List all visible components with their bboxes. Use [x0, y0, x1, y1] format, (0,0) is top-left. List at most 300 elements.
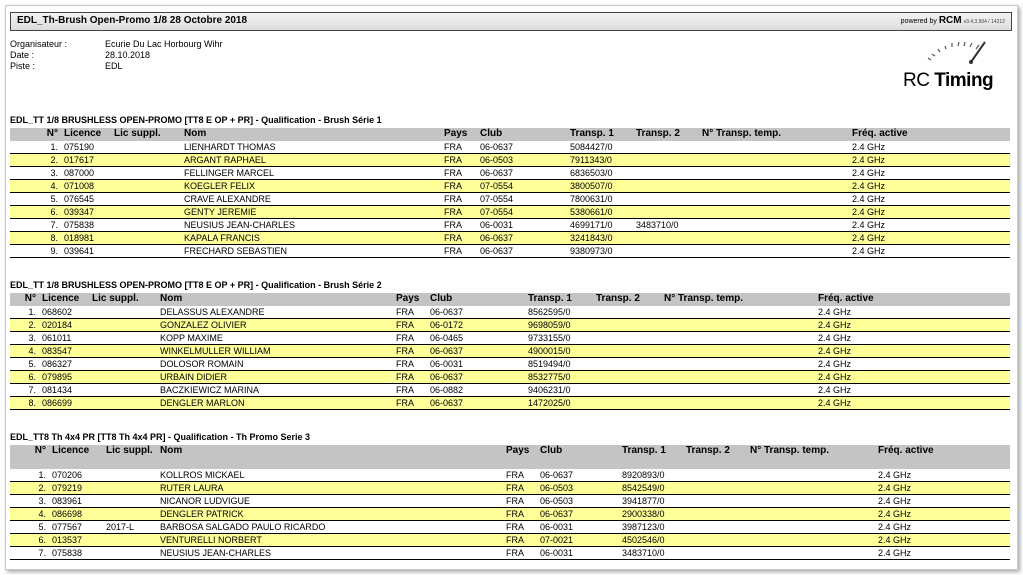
cell-position: 2.	[10, 482, 50, 495]
section-title: EDL_TT 1/8 BRUSHLESS OPEN-PROMO [TT8 E OP + PR] - Qualification - Brush Série 1	[10, 115, 382, 125]
table-body	[10, 141, 1010, 258]
cell-transp1: 3800507/0	[568, 180, 634, 193]
cell-country: FRA	[442, 141, 478, 154]
info-value: EDL	[105, 61, 123, 71]
cell-name: NEUSIUS JEAN-CHARLES	[182, 219, 442, 232]
table-row	[10, 180, 1010, 193]
column-header: Nom	[182, 128, 442, 141]
cell-transp1: 8562595/0	[526, 306, 594, 319]
cell-name: ARGANT RAPHAEL	[182, 154, 442, 167]
cell-name: URBAIN DIDIER	[158, 371, 394, 384]
table-row	[10, 319, 1010, 332]
cell-frequency: 2.4 GHz	[850, 206, 1010, 219]
cell-name: LIENHARDT THOMAS	[182, 141, 442, 154]
table-header	[10, 128, 1010, 141]
info-label: Piste :	[10, 61, 36, 71]
cell-name: DOLOSOR ROMAIN	[158, 358, 394, 371]
cell-name: DENGLER PATRICK	[158, 508, 504, 521]
cell-transp-temp	[662, 397, 816, 410]
cell-transp1: 8519494/0	[526, 358, 594, 371]
table-row	[10, 206, 1010, 219]
cell-country: FRA	[394, 306, 428, 319]
cell-lic-suppl	[104, 547, 158, 560]
table-header	[10, 293, 1010, 306]
cell-country: FRA	[394, 319, 428, 332]
column-header: Transp. 1	[568, 128, 634, 141]
cell-country: FRA	[442, 154, 478, 167]
cell-transp-temp	[748, 508, 876, 521]
cell-club: 06-0503	[538, 495, 620, 508]
cell-transp1: 3483710/0	[620, 547, 684, 560]
cell-licence: 086327	[40, 358, 90, 371]
cell-country: FRA	[504, 495, 538, 508]
cell-frequency: 2.4 GHz	[850, 232, 1010, 245]
cell-club: 06-0637	[478, 245, 568, 258]
table-row	[10, 508, 1010, 521]
cell-club: 06-0637	[538, 469, 620, 482]
column-header: Fréq. active	[876, 445, 1010, 469]
cell-country: FRA	[504, 482, 538, 495]
cell-lic-suppl	[90, 384, 158, 397]
cell-licence: 075838	[50, 547, 104, 560]
cell-position: 3.	[10, 495, 50, 508]
cell-frequency: 2.4 GHz	[850, 180, 1010, 193]
cell-transp-temp	[700, 154, 850, 167]
table-row	[10, 232, 1010, 245]
cell-licence: 068602	[40, 306, 90, 319]
column-header: Lic suppl.	[90, 293, 158, 306]
cell-lic-suppl	[104, 534, 158, 547]
cell-transp2	[684, 508, 748, 521]
cell-club: 07-0021	[538, 534, 620, 547]
cell-lic-suppl	[104, 469, 158, 482]
cell-transp1: 6836503/0	[568, 167, 634, 180]
cell-position: 2.	[10, 154, 62, 167]
cell-transp1: 3241843/0	[568, 232, 634, 245]
column-header: Nom	[158, 293, 394, 306]
cell-transp2	[594, 358, 662, 371]
cell-name: BARBOSA SALGADO PAULO RICARDO	[158, 521, 504, 534]
column-header: N°	[10, 445, 50, 469]
cell-name: NICANOR LUDVIGUE	[158, 495, 504, 508]
cell-transp-temp	[748, 469, 876, 482]
cell-transp1: 7911343/0	[568, 154, 634, 167]
cell-name: KOPP MAXIME	[158, 332, 394, 345]
cell-name: FRECHARD SEBASTIEN	[182, 245, 442, 258]
cell-country: FRA	[394, 384, 428, 397]
cell-transp2	[594, 345, 662, 358]
cell-position: 7.	[10, 219, 62, 232]
cell-country: FRA	[442, 180, 478, 193]
column-header: Club	[478, 128, 568, 141]
column-header: Fréq. active	[850, 128, 1010, 141]
cell-club: 06-0637	[428, 371, 526, 384]
cell-frequency: 2.4 GHz	[876, 469, 1010, 482]
cell-club: 06-0637	[538, 508, 620, 521]
cell-transp2	[594, 371, 662, 384]
logo-text	[903, 70, 993, 92]
cell-transp-temp	[748, 547, 876, 560]
cell-transp-temp	[748, 482, 876, 495]
report-page	[5, 5, 1018, 570]
cell-club: 07-0554	[478, 180, 568, 193]
cell-position: 4.	[10, 508, 50, 521]
cell-frequency: 2.4 GHz	[876, 482, 1010, 495]
table-row	[10, 495, 1010, 508]
cell-country: FRA	[442, 219, 478, 232]
cell-position: 8.	[10, 232, 62, 245]
cell-frequency: 2.4 GHz	[850, 167, 1010, 180]
cell-position: 3.	[10, 167, 62, 180]
cell-country: FRA	[504, 534, 538, 547]
cell-transp-temp	[662, 345, 816, 358]
cell-transp1: 9698059/0	[526, 319, 594, 332]
cell-licence: 039641	[62, 245, 112, 258]
cell-country: FRA	[394, 358, 428, 371]
cell-transp-temp	[662, 332, 816, 345]
column-header: Transp. 1	[526, 293, 594, 306]
cell-transp2	[594, 397, 662, 410]
cell-name: VENTURELLI NORBERT	[158, 534, 504, 547]
cell-frequency: 2.4 GHz	[876, 521, 1010, 534]
cell-name: BACZKIEWICZ MARINA	[158, 384, 394, 397]
cell-transp-temp	[662, 384, 816, 397]
logo-word-timing: Timing	[934, 70, 994, 91]
cell-transp1: 8542549/0	[620, 482, 684, 495]
table-row	[10, 219, 1010, 232]
cell-licence: 071008	[62, 180, 112, 193]
cell-country: FRA	[504, 547, 538, 560]
cell-lic-suppl	[112, 219, 182, 232]
cell-club: 06-0637	[428, 306, 526, 319]
cell-club: 07-0554	[478, 206, 568, 219]
cell-country: FRA	[394, 371, 428, 384]
cell-club: 06-0637	[478, 141, 568, 154]
table-row	[10, 141, 1010, 154]
table-header	[10, 445, 1010, 469]
cell-lic-suppl	[112, 180, 182, 193]
info-row-organizer	[10, 39, 310, 50]
cell-licence: 079895	[40, 371, 90, 384]
cell-country: FRA	[504, 521, 538, 534]
cell-position: 5.	[10, 193, 62, 206]
cell-name: DELASSUS ALEXANDRE	[158, 306, 394, 319]
cell-lic-suppl: 2017-L	[104, 521, 158, 534]
cell-lic-suppl	[112, 167, 182, 180]
table-row	[10, 547, 1010, 560]
table-body	[10, 306, 1010, 410]
cell-club: 06-0503	[538, 482, 620, 495]
cell-licence: 061011	[40, 332, 90, 345]
cell-transp2	[684, 495, 748, 508]
cell-transp-temp	[700, 219, 850, 232]
cell-lic-suppl	[90, 358, 158, 371]
cell-transp2	[684, 521, 748, 534]
cell-licence: 070206	[50, 469, 104, 482]
cell-frequency: 2.4 GHz	[876, 508, 1010, 521]
cell-transp-temp	[662, 371, 816, 384]
column-header: N°	[10, 128, 62, 141]
table-row	[10, 345, 1010, 358]
cell-transp1: 8532775/0	[526, 371, 594, 384]
cell-name: KAPALA FRANCIS	[182, 232, 442, 245]
cell-country: FRA	[504, 508, 538, 521]
column-header: Transp. 2	[684, 445, 748, 469]
cell-club: 06-0172	[428, 319, 526, 332]
cell-transp-temp	[700, 167, 850, 180]
cell-position: 1.	[10, 306, 40, 319]
column-header: Licence	[40, 293, 90, 306]
table-row	[10, 332, 1010, 345]
cell-position: 7.	[10, 384, 40, 397]
cell-transp2	[634, 167, 700, 180]
cell-position: 4.	[10, 180, 62, 193]
cell-transp1: 9733155/0	[526, 332, 594, 345]
cell-frequency: 2.4 GHz	[850, 141, 1010, 154]
cell-licence: 081434	[40, 384, 90, 397]
cell-position: 4.	[10, 345, 40, 358]
table-row	[10, 193, 1010, 206]
cell-position: 6.	[10, 534, 50, 547]
cell-transp1: 8920893/0	[620, 469, 684, 482]
column-header: Licence	[62, 128, 112, 141]
cell-licence: 086698	[50, 508, 104, 521]
cell-transp2	[634, 193, 700, 206]
info-row-date	[10, 50, 310, 61]
cell-licence: 075190	[62, 141, 112, 154]
table-body	[10, 469, 1010, 560]
column-header: N° Transp. temp.	[662, 293, 816, 306]
cell-transp-temp	[700, 141, 850, 154]
cell-country: FRA	[442, 232, 478, 245]
cell-name: RUTER LAURA	[158, 482, 504, 495]
cell-transp2	[594, 306, 662, 319]
cell-lic-suppl	[90, 371, 158, 384]
cell-country: FRA	[394, 397, 428, 410]
cell-lic-suppl	[112, 141, 182, 154]
cell-position: 6.	[10, 206, 62, 219]
cell-transp2	[634, 141, 700, 154]
cell-licence: 017617	[62, 154, 112, 167]
info-label: Date :	[10, 50, 35, 60]
cell-licence: 018981	[62, 232, 112, 245]
cell-country: FRA	[442, 193, 478, 206]
cell-club: 06-0637	[478, 232, 568, 245]
cell-country: FRA	[394, 345, 428, 358]
cell-transp2	[634, 180, 700, 193]
cell-lic-suppl	[112, 245, 182, 258]
cell-transp2	[684, 534, 748, 547]
cell-transp-temp	[662, 358, 816, 371]
cell-transp1: 3941877/0	[620, 495, 684, 508]
table-row	[10, 482, 1010, 495]
column-header: Lic suppl.	[104, 445, 158, 469]
cell-transp1: 9380973/0	[568, 245, 634, 258]
column-header: Transp. 1	[620, 445, 684, 469]
cell-transp-temp	[748, 495, 876, 508]
cell-country: FRA	[504, 469, 538, 482]
cell-frequency: 2.4 GHz	[816, 358, 1010, 371]
cell-frequency: 2.4 GHz	[816, 397, 1010, 410]
cell-lic-suppl	[90, 332, 158, 345]
table-row	[10, 245, 1010, 258]
info-row-track	[10, 61, 310, 72]
column-header: Nom	[158, 445, 504, 469]
table-row	[10, 384, 1010, 397]
cell-transp1: 5084427/0	[568, 141, 634, 154]
cell-position: 1.	[10, 469, 50, 482]
brand-name: RCM	[938, 15, 962, 26]
column-header: Transp. 2	[594, 293, 662, 306]
column-header: Lic suppl.	[112, 128, 182, 141]
table-row	[10, 306, 1010, 319]
gauge-icon	[901, 36, 1006, 70]
results-table	[10, 445, 1010, 560]
cell-frequency: 2.4 GHz	[816, 306, 1010, 319]
cell-position: 9.	[10, 245, 62, 258]
cell-club: 06-0031	[538, 521, 620, 534]
cell-position: 3.	[10, 332, 40, 345]
cell-name: KOLLROS MICKAEL	[158, 469, 504, 482]
cell-country: FRA	[442, 206, 478, 219]
results-table	[10, 293, 1010, 410]
cell-transp1: 2900338/0	[620, 508, 684, 521]
cell-country: FRA	[442, 167, 478, 180]
cell-transp1: 3987123/0	[620, 521, 684, 534]
cell-transp1: 4900015/0	[526, 345, 594, 358]
cell-club: 06-0882	[428, 384, 526, 397]
report-title: EDL_Th-Brush Open-Promo 1/8 28 Octobre 2018	[17, 15, 248, 26]
cell-transp2	[594, 332, 662, 345]
column-header: Fréq. active	[816, 293, 1010, 306]
table-row	[10, 469, 1010, 482]
cell-name: DENGLER MARLON	[158, 397, 394, 410]
cell-licence: 077567	[50, 521, 104, 534]
table-row	[10, 521, 1010, 534]
cell-lic-suppl	[90, 306, 158, 319]
cell-lic-suppl	[104, 482, 158, 495]
cell-position: 5.	[10, 521, 50, 534]
cell-transp2	[684, 469, 748, 482]
cell-licence: 076545	[62, 193, 112, 206]
column-header: N°	[10, 293, 40, 306]
cell-licence: 020184	[40, 319, 90, 332]
cell-club: 07-0554	[478, 193, 568, 206]
cell-transp-temp	[662, 306, 816, 319]
cell-frequency: 2.4 GHz	[876, 534, 1010, 547]
info-value: Ecurie Du Lac Horbourg Wihr	[105, 39, 223, 49]
cell-frequency: 2.4 GHz	[816, 332, 1010, 345]
cell-transp-temp	[700, 245, 850, 258]
cell-position: 1.	[10, 141, 62, 154]
cell-position: 5.	[10, 358, 40, 371]
column-header: Licence	[50, 445, 104, 469]
cell-position: 6.	[10, 371, 40, 384]
cell-club: 06-0637	[428, 397, 526, 410]
cell-transp-temp	[700, 193, 850, 206]
cell-transp1: 1472025/0	[526, 397, 594, 410]
table-row	[10, 371, 1010, 384]
cell-transp1: 5380661/0	[568, 206, 634, 219]
cell-transp-temp	[700, 206, 850, 219]
cell-name: GENTY JEREMIE	[182, 206, 442, 219]
cell-club: 06-0637	[428, 345, 526, 358]
table-row	[10, 358, 1010, 371]
cell-transp2	[594, 319, 662, 332]
cell-name: WINKELMULLER WILLIAM	[158, 345, 394, 358]
cell-transp-temp	[748, 534, 876, 547]
cell-name: NEUSIUS JEAN-CHARLES	[158, 547, 504, 560]
column-header: Pays	[504, 445, 538, 469]
cell-name: GONZALEZ OLIVIER	[158, 319, 394, 332]
cell-transp2	[594, 384, 662, 397]
cell-club: 06-0465	[428, 332, 526, 345]
cell-club: 06-0031	[538, 547, 620, 560]
table-row	[10, 397, 1010, 410]
cell-lic-suppl	[90, 345, 158, 358]
table-row	[10, 534, 1010, 547]
cell-licence: 075838	[62, 219, 112, 232]
cell-transp2	[634, 206, 700, 219]
event-info	[10, 39, 310, 72]
column-header: Club	[538, 445, 620, 469]
cell-country: FRA	[442, 245, 478, 258]
cell-licence: 083961	[50, 495, 104, 508]
column-header: Pays	[394, 293, 428, 306]
cell-lic-suppl	[104, 495, 158, 508]
cell-transp-temp	[662, 319, 816, 332]
cell-frequency: 2.4 GHz	[816, 371, 1010, 384]
powered-by	[901, 15, 1005, 26]
rc-timing-logo	[901, 36, 1006, 92]
cell-name: CRAVE ALEXANDRE	[182, 193, 442, 206]
cell-licence: 086699	[40, 397, 90, 410]
cell-transp1: 4502546/0	[620, 534, 684, 547]
cell-lic-suppl	[112, 154, 182, 167]
cell-club: 06-0031	[478, 219, 568, 232]
info-label: Organisateur :	[10, 39, 68, 49]
cell-frequency: 2.4 GHz	[816, 345, 1010, 358]
results-table	[10, 128, 1010, 258]
column-header: N° Transp. temp.	[748, 445, 876, 469]
cell-lic-suppl	[112, 232, 182, 245]
cell-licence: 087000	[62, 167, 112, 180]
cell-licence: 083547	[40, 345, 90, 358]
cell-licence: 039347	[62, 206, 112, 219]
cell-lic-suppl	[90, 319, 158, 332]
cell-transp2	[634, 245, 700, 258]
cell-transp2: 3483710/0	[634, 219, 700, 232]
cell-frequency: 2.4 GHz	[850, 154, 1010, 167]
cell-frequency: 2.4 GHz	[850, 245, 1010, 258]
cell-lic-suppl	[90, 397, 158, 410]
cell-transp-temp	[748, 521, 876, 534]
cell-frequency: 2.4 GHz	[850, 193, 1010, 206]
cell-transp2	[634, 232, 700, 245]
column-header: Club	[428, 293, 526, 306]
cell-frequency: 2.4 GHz	[816, 319, 1010, 332]
cell-lic-suppl	[104, 508, 158, 521]
section-title: EDL_TT 1/8 BRUSHLESS OPEN-PROMO [TT8 E OP + PR] - Qualification - Brush Série 2	[10, 280, 382, 290]
cell-name: FELLINGER MARCEL	[182, 167, 442, 180]
cell-transp2	[684, 547, 748, 560]
column-header: N° Transp. temp.	[700, 128, 850, 141]
cell-transp-temp	[700, 180, 850, 193]
cell-club: 06-0637	[478, 167, 568, 180]
cell-transp1: 4699171/0	[568, 219, 634, 232]
cell-name: KOEGLER FELIX	[182, 180, 442, 193]
cell-licence: 079219	[50, 482, 104, 495]
